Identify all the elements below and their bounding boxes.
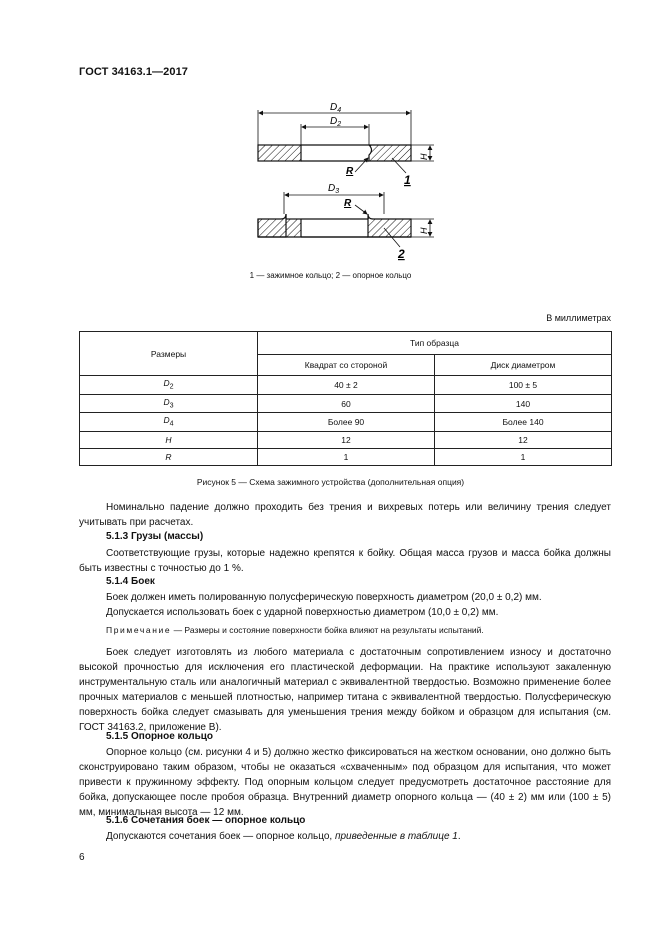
d4-label: $D_4$	[330, 102, 342, 114]
units-note: В миллиметрах	[546, 313, 611, 323]
table-row: R 1 1	[80, 449, 612, 466]
section-5-1-4-title: 5.1.4 Боек	[106, 576, 155, 587]
table-row: $D_4$ Более 90 Более 140	[80, 413, 612, 432]
table-row: $D_3$ 60 140	[80, 394, 612, 413]
standard-header: ГОСТ 34163.1—2017	[79, 66, 189, 78]
clamping-ring-right-section	[369, 145, 411, 161]
col-header-square: Квадрат со стороной	[258, 355, 435, 376]
paragraph-striker-material: Боек следует изготовлять из любого материала с достаточным сопротивлением износу и достаточно высокой прочностью для исключения его пластической деформации. На практике используют закаленную инструментальную сталь или аналогичный материал с эквивалентной твердостью. Возможно применение более прочных материалов с меньшей плотностью, например титана с эквивалентной твердостью. Полусферическую поверхность бойка следует смазывать для уменьшения трения между бойком и образцом для испытания (см. ГОСТ 34163.2, приложение В).	[79, 647, 611, 733]
h-label-bottom: H	[419, 227, 429, 234]
support-ring-right-section	[368, 214, 411, 237]
page-number: 6	[79, 852, 85, 863]
support-ring	[258, 214, 411, 237]
table-row: $D_2$ 40 ± 2 100 ± 5	[80, 376, 612, 395]
paragraph-friction: Номинально падение должно проходить без трения и вихревых потерь или величину трения следует учитывать при расчетах.	[79, 502, 611, 528]
h-label-top: H	[419, 153, 429, 160]
paragraph-striker-alt: Допускается использовать боек с ударной поверхностью диаметром (10,0 ± 0,2) мм.	[106, 607, 499, 618]
clamping-device-drawing	[0, 0, 661, 270]
section-5-1-3-title: 5.1.3 Грузы (массы)	[106, 531, 204, 542]
r-label-bottom: R	[344, 198, 352, 209]
col-header-sizes: Размеры	[80, 332, 258, 376]
d2-label: $D_2$	[330, 116, 342, 128]
d3-label: $D_3$	[328, 183, 340, 195]
callout-2: 2	[398, 247, 405, 261]
clamping-ring-left-section	[258, 145, 301, 161]
note: Примечание — Размеры и состояние поверхности бойка влияют на результаты испытаний.	[106, 625, 484, 635]
support-ring-left-section	[258, 214, 286, 237]
table-row: H 12 12	[80, 432, 612, 449]
col-header-disc: Диск диаметром	[435, 355, 612, 376]
paragraph-weights: Соответствующие грузы, которые надежно крепятся к бойку. Общая масса грузов и масса бойка должны быть известны с точностью до 1 %.	[79, 548, 611, 574]
callout-1: 1	[404, 173, 411, 187]
paragraph-combinations: Допускаются сочетания боек — опорное кольцо, приведенные в таблице 1.	[106, 831, 461, 842]
col-header-type: Тип образца	[258, 332, 612, 355]
clamping-ring	[258, 145, 411, 161]
figure-legend: 1 — зажимное кольцо; 2 — опорное кольцо	[249, 271, 412, 280]
r-label-top: R	[346, 166, 354, 177]
paragraph-striker-diameter: Боек должен иметь полированную полусферическую поверхность диаметром (20,0 ± 0,2) мм.	[106, 592, 542, 603]
section-5-1-5-title: 5.1.5 Опорное кольцо	[106, 731, 214, 742]
dimensions-table	[79, 331, 612, 466]
section-5-1-6-title: 5.1.6 Сочетания боек — опорное кольцо	[106, 815, 306, 826]
figure-caption: Рисунок 5 — Схема зажимного устройства (дополнительная опция)	[196, 477, 465, 487]
paragraph-support-ring: Опорное кольцо (см. рисунки 4 и 5) должно жестко фиксироваться на жестком основании, оно должно быть сконструировано таким образом, чтобы не оказаться «схваченным» под образцом для испытания, что может привести к пружинному эффекту. Под опорным кольцом следует предусмотреть достаточное расстояние для бойка, допускающее после пробоя образца. Внутренний диаметр опорного кольца — (40 ± 2) мм или (100 ± 5) мм, минимальная высота — 12 мм.	[79, 747, 611, 818]
